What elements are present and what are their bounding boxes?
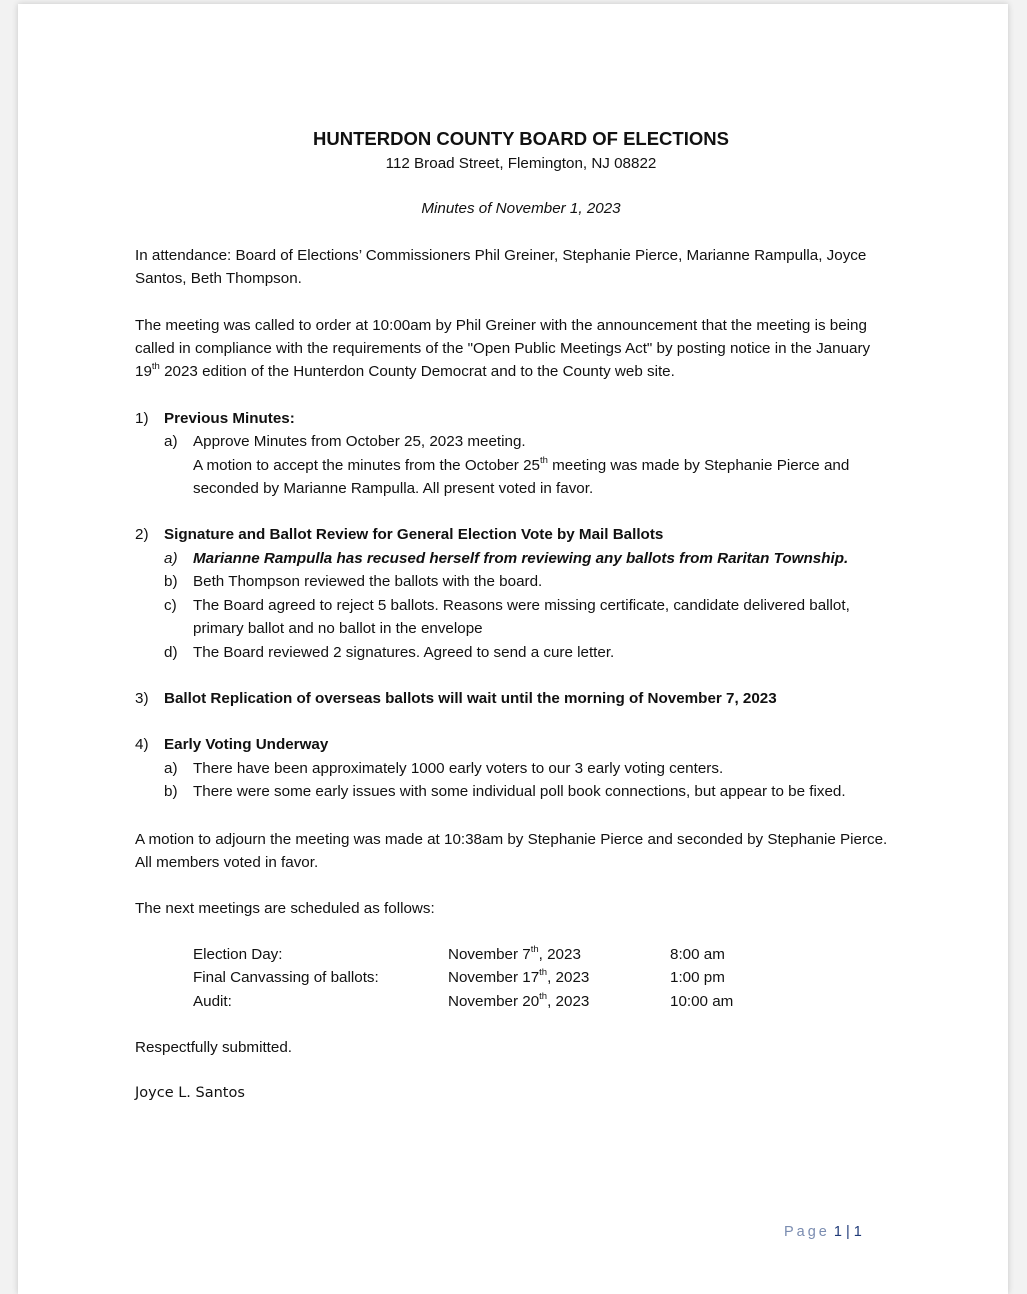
item-text: The Board reviewed 2 signatures. Agreed to send a cure letter. bbox=[193, 643, 615, 661]
list-item bbox=[164, 780, 895, 803]
schedule-row bbox=[193, 990, 895, 1013]
page-number: 1 bbox=[833, 1224, 842, 1240]
item-letter: c) bbox=[164, 596, 177, 614]
section-title: Signature and Ballot Review for General Election Vote by Mail Ballots bbox=[164, 526, 664, 544]
schedule-event: Final Canvassing of ballots: bbox=[193, 969, 379, 987]
schedule-date-year: , 2023 bbox=[547, 992, 590, 1010]
schedule-date-sup: th bbox=[539, 990, 548, 1002]
section-title: Ballot Replication of overseas ballots will wait until the morning of November 7, 2023 bbox=[164, 689, 777, 707]
motion-text bbox=[193, 454, 895, 501]
section-number: 1) bbox=[135, 409, 149, 427]
schedule-time: 8:00 am bbox=[670, 945, 725, 963]
schedule-time: 1:00 pm bbox=[670, 969, 725, 987]
item-text: There have been approximately 1000 early voters to our 3 early voting centers. bbox=[193, 759, 724, 777]
list-item bbox=[164, 594, 895, 641]
item-letter: a) bbox=[164, 759, 178, 777]
call-to-order-text: The meeting was called to order at 10:00am by Phil Greiner with the announcement that the meeting is being called in compliance with the requirements of the "Open Public Meetings Act" by posting notice in the January 19 bbox=[135, 316, 871, 381]
list-item bbox=[164, 430, 895, 500]
schedule-event: Audit: bbox=[193, 992, 232, 1010]
schedule-event: Election Day: bbox=[193, 945, 283, 963]
page-footer bbox=[784, 1224, 862, 1240]
section-early-voting bbox=[135, 733, 895, 803]
schedule-date-year: , 2023 bbox=[547, 969, 590, 987]
schedule-date-text: November 20 bbox=[448, 992, 540, 1010]
schedule-date bbox=[448, 966, 670, 989]
document-page bbox=[18, 4, 1008, 1294]
list-item bbox=[164, 570, 895, 593]
item-letter: a) bbox=[164, 549, 178, 567]
signer-name: Joyce L. Santos bbox=[135, 1085, 245, 1102]
next-meetings-intro: The next meetings are scheduled as follows: bbox=[135, 900, 435, 918]
schedule-row bbox=[193, 966, 895, 989]
schedule-date-text: November 7 bbox=[448, 945, 531, 963]
schedule-date-year: , 2023 bbox=[538, 945, 581, 963]
section-title: Early Voting Underway bbox=[164, 736, 329, 754]
item-text: Approve Minutes from October 25, 2023 meeting. bbox=[193, 433, 526, 451]
item-letter: d) bbox=[164, 643, 178, 661]
list-item bbox=[164, 547, 895, 570]
motion-text-end: meeting was made by Stephanie Pierce and seconded by Marianne Rampulla. All present voted in favor. bbox=[193, 456, 850, 498]
item-letter: b) bbox=[164, 783, 178, 801]
page-separator: | bbox=[845, 1224, 850, 1240]
section-number: 2) bbox=[135, 526, 149, 544]
meeting-schedule bbox=[193, 943, 895, 1013]
call-to-order-sup: th bbox=[151, 361, 160, 373]
section-number: 4) bbox=[135, 736, 149, 754]
schedule-date bbox=[448, 943, 670, 966]
item-letter: a) bbox=[164, 433, 178, 451]
motion-text-start: A motion to accept the minutes from the October 25 bbox=[193, 456, 540, 474]
adjourn-paragraph: A motion to adjourn the meeting was made at 10:38am by Stephanie Pierce and seconded by Stephanie Pierce. All members voted in favor. bbox=[135, 830, 888, 871]
document-body bbox=[135, 126, 895, 1106]
call-to-order-text-end: 2023 edition of the Hunterdon County Democrat and to the County web site. bbox=[159, 363, 675, 381]
page-title: HUNTERDON COUNTY BOARD OF ELECTIONS bbox=[313, 128, 729, 149]
list-item bbox=[164, 757, 895, 780]
list-item bbox=[164, 641, 895, 664]
item-letter: b) bbox=[164, 573, 178, 591]
attendance-paragraph: In attendance: Board of Elections’ Commissioners Phil Greiner, Stephanie Pierce, Marianne Rampulla, Joyce Santos, Beth Thompson. bbox=[135, 246, 867, 288]
section-title: Previous Minutes: bbox=[164, 409, 295, 427]
page-label: Page bbox=[784, 1224, 830, 1240]
item-text: There were some early issues with some individual poll book connections, but appear to be fixed. bbox=[193, 783, 846, 801]
section-ballot-replication bbox=[135, 687, 895, 710]
section-number: 3) bbox=[135, 689, 149, 707]
item-text: Marianne Rampulla has recused herself from reviewing any ballots from Raritan Township. bbox=[193, 549, 849, 567]
schedule-row bbox=[193, 943, 895, 966]
item-text: The Board agreed to reject 5 ballots. Reasons were missing certificate, candidate delivered ballot, primary ballot and no ballot in the envelope bbox=[193, 596, 850, 638]
item-text: Beth Thompson reviewed the ballots with the board. bbox=[193, 573, 543, 591]
schedule-date-sup: th bbox=[539, 967, 548, 979]
motion-sup: th bbox=[539, 454, 548, 466]
call-to-order-paragraph bbox=[135, 314, 895, 384]
section-signature-ballot-review bbox=[135, 523, 895, 663]
schedule-date-sup: th bbox=[530, 943, 539, 955]
section-previous-minutes bbox=[135, 407, 895, 501]
schedule-date bbox=[448, 990, 670, 1013]
page-total: 1 bbox=[853, 1224, 862, 1240]
schedule-date-text: November 17 bbox=[448, 969, 540, 987]
minutes-date: Minutes of November 1, 2023 bbox=[421, 200, 621, 218]
closing-line: Respectfully submitted. bbox=[135, 1038, 293, 1056]
schedule-time: 10:00 am bbox=[670, 992, 734, 1010]
address-line: 112 Broad Street, Flemington, NJ 08822 bbox=[385, 155, 657, 172]
